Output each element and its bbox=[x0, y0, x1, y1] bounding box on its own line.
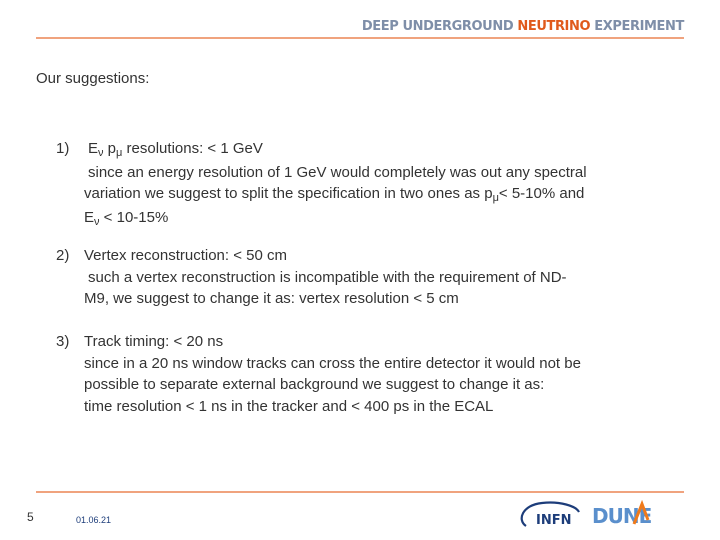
dune-logo-text: DUNE bbox=[592, 504, 652, 528]
suggestion-item-1 bbox=[56, 138, 656, 230]
item-number: 2) bbox=[56, 247, 70, 264]
item-text-line: since an energy resolution of 1 GeV would completely was out any spectral bbox=[88, 163, 587, 181]
item-heading: Vertex reconstruction: < 50 cm bbox=[84, 247, 288, 264]
infn-logo bbox=[516, 500, 582, 535]
item-text-line: time resolution < 1 ns in the tracker and < 400 ps in the ECAL bbox=[84, 397, 494, 415]
suggestion-item-2 bbox=[56, 245, 656, 310]
item-text-line: since in a 20 ns window tracks can cross the entire detector it would not be bbox=[84, 354, 581, 372]
header-rule bbox=[36, 37, 684, 39]
infn-logo-text: INFN bbox=[536, 513, 572, 528]
item-text-line: possible to separate external background we suggest to change it as: bbox=[84, 376, 545, 394]
suggestion-item-3 bbox=[56, 331, 656, 417]
intro-text: Our suggestions: bbox=[36, 70, 150, 87]
header-word-1: DEEP bbox=[361, 19, 399, 34]
footer-date: 01.06.21 bbox=[76, 515, 112, 525]
item-number: 1) bbox=[56, 140, 70, 157]
page-number: 5 bbox=[27, 510, 34, 524]
item-heading: Track timing: < 20 ns bbox=[84, 333, 224, 350]
header-word-3: NEUTRINO bbox=[517, 19, 591, 34]
header-title bbox=[362, 19, 684, 34]
footer-rule bbox=[36, 491, 684, 493]
item-text-line: variation we suggest to split the specification in two ones as $p_\mu< 5-10\%$ and bbox=[84, 185, 585, 205]
item-text-line: M9, we suggest to change it as: vertex resolution < 5 cm bbox=[84, 290, 459, 308]
item-number: 3) bbox=[56, 333, 70, 350]
item-text-line: such a vertex reconstruction is incompatible with the requirement of ND- bbox=[88, 268, 567, 286]
header-word-4: EXPERIMENT bbox=[594, 19, 684, 34]
header-word-2: UNDERGROUND bbox=[402, 19, 514, 34]
item-text-line: $E_\nu < 10-15\%$ bbox=[84, 208, 169, 228]
item-heading: $E_\nu$ $p_\mu$ resolutions: < 1 GeV bbox=[88, 140, 263, 159]
dune-logo bbox=[590, 500, 666, 533]
